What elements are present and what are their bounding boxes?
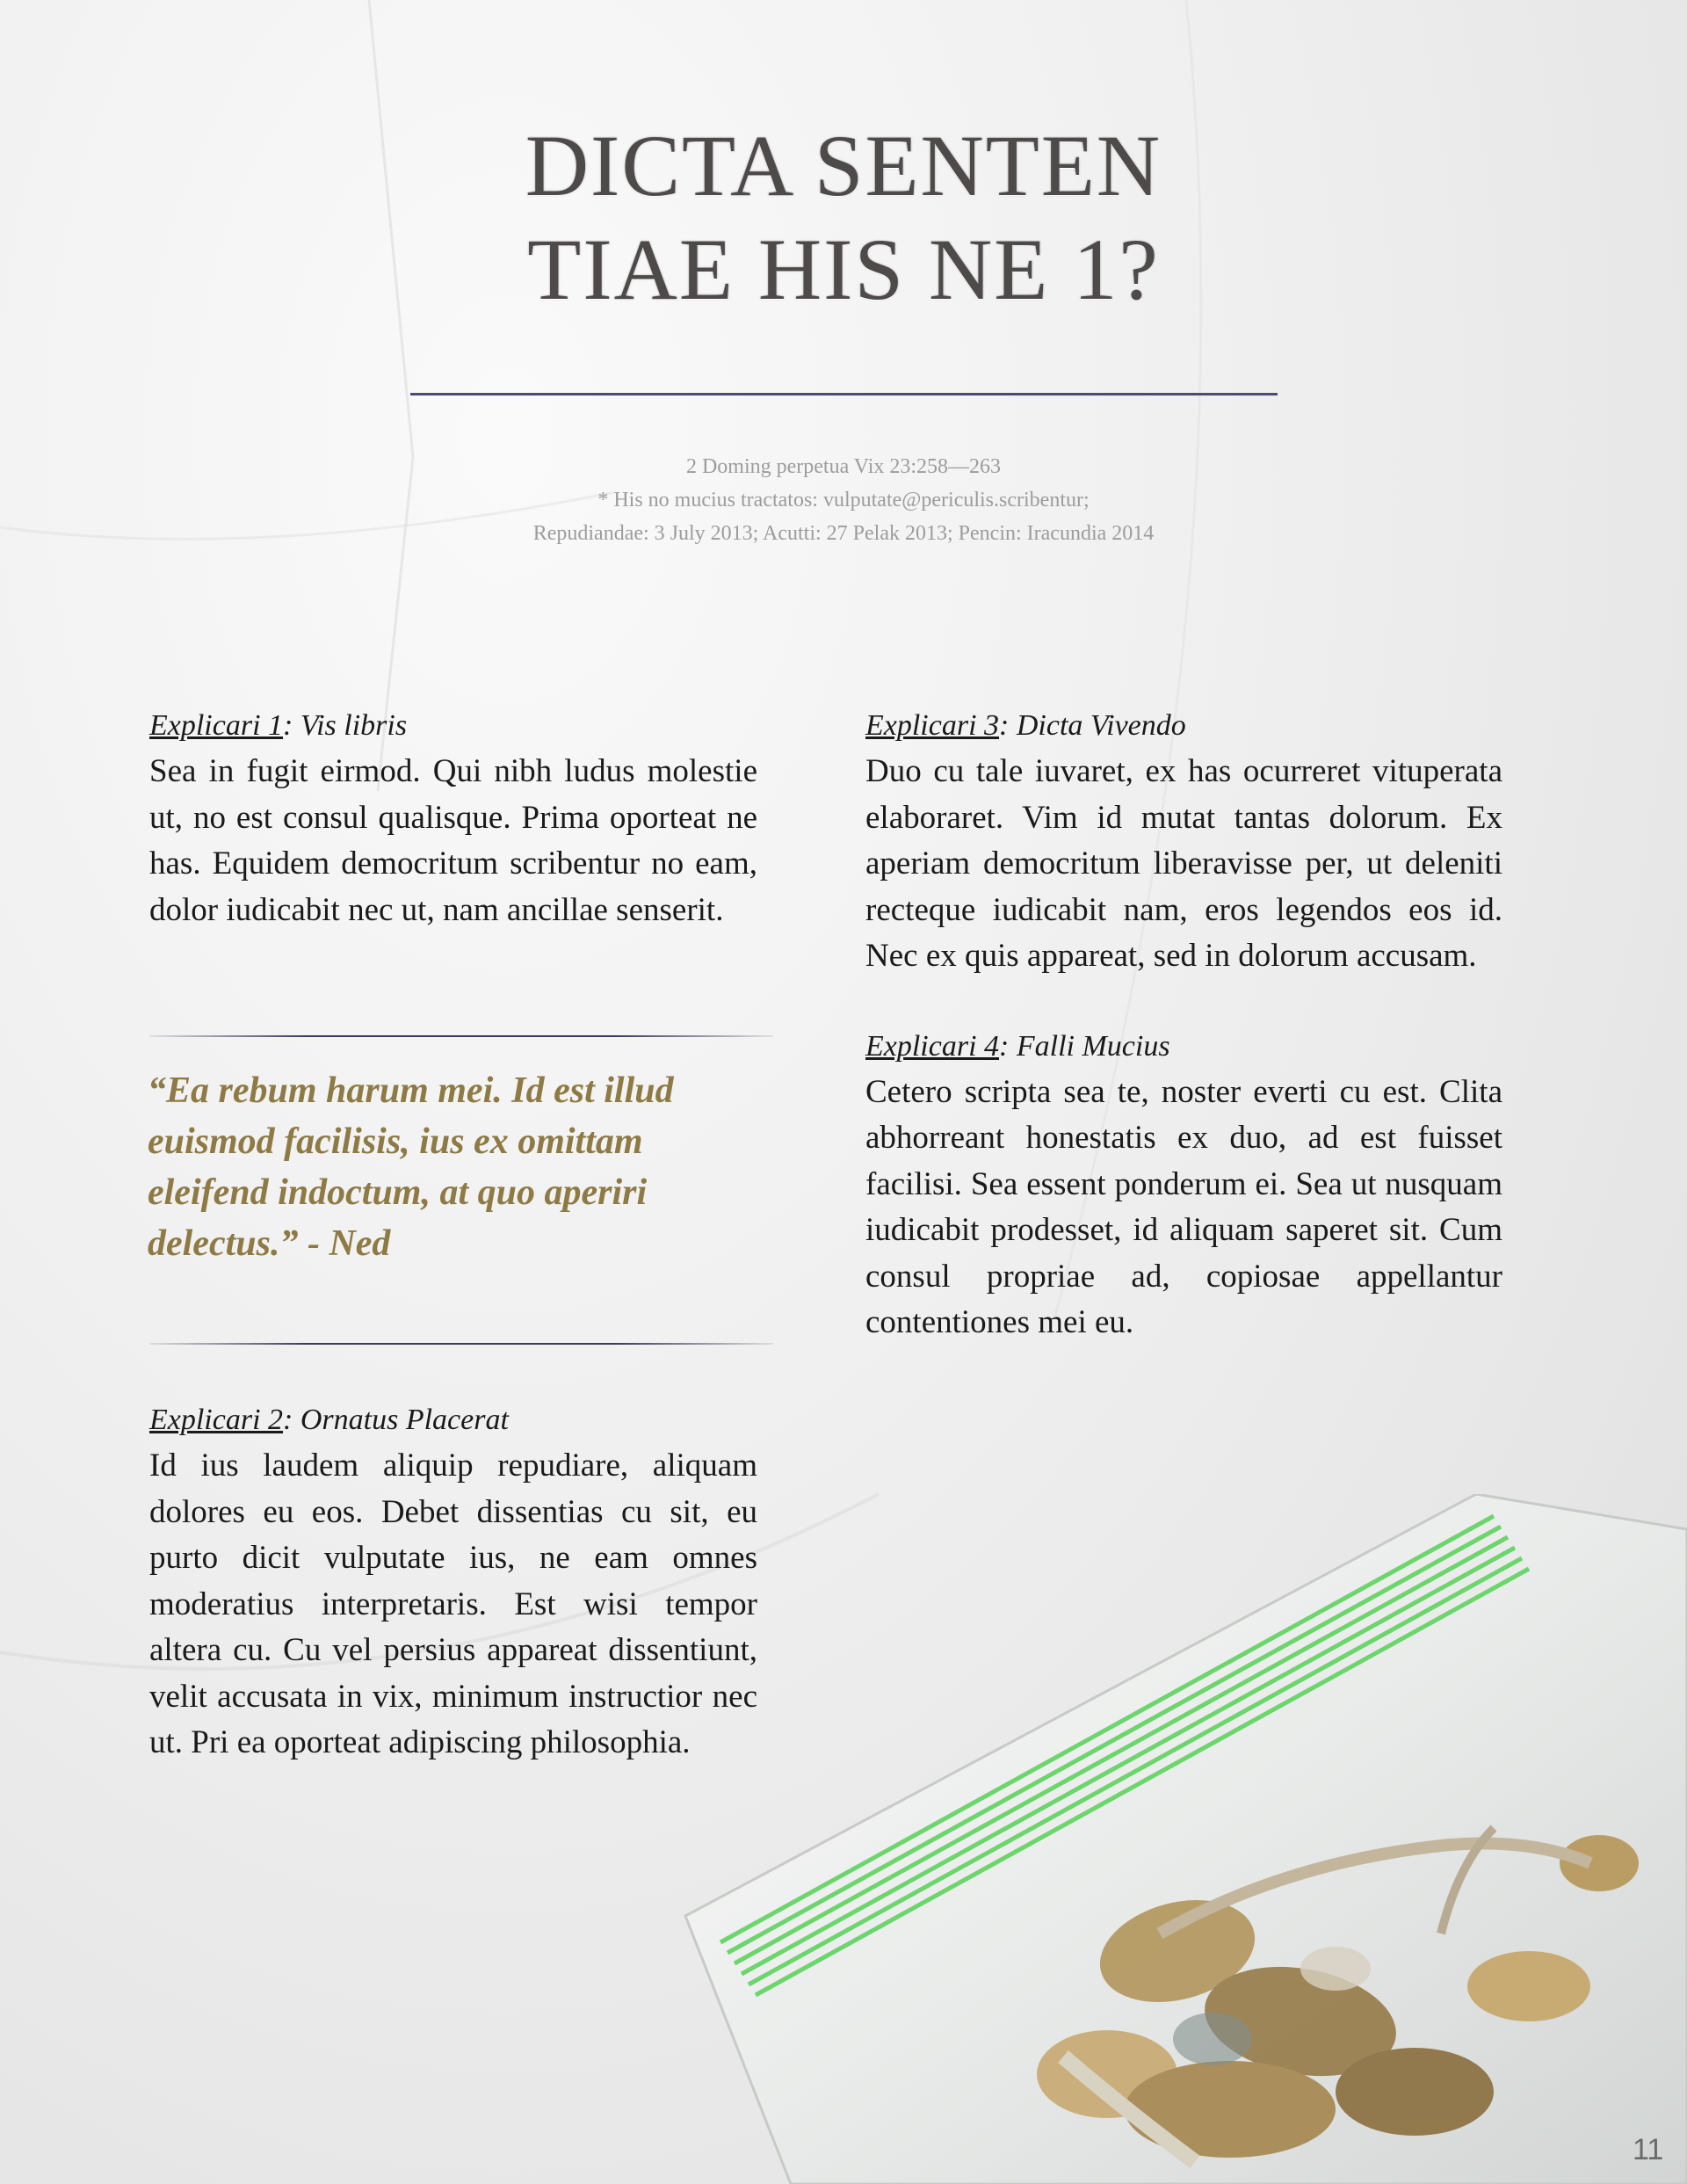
page-title — [0, 114, 1687, 322]
title-line-1: DICTA SENTEN — [525, 117, 1162, 214]
ziplock-bag-photo — [668, 1494, 1687, 2184]
section-label: Explicari 4 — [865, 1029, 1000, 1063]
right-column — [865, 703, 1502, 1390]
section-title: : Falli Mucius — [999, 1029, 1170, 1063]
left-column-lower — [149, 1397, 757, 1810]
quote-rule-bottom — [149, 1343, 773, 1345]
section-title: : Dicta Vivendo — [999, 709, 1186, 742]
meta-line-2: * His no mucius tractatos: vulputate@periculis.scribentur; — [597, 489, 1090, 512]
section-2 — [149, 1397, 757, 1767]
section-label: Explicari 2 — [149, 1404, 284, 1436]
section-heading — [865, 703, 1502, 749]
section-label: Explicari 3 — [865, 709, 1000, 742]
section-body: Duo cu tale iuvaret, ex has ocurreret vituperata elaboraret. Vim id mutat tantas dolorum. Ex aperiam democritum liberavisse per, ut deleniti recteque iudicabit nam, eros legendos eos id. Nec ex quis appareat, sed in dolorum accusam. — [865, 753, 1502, 974]
page-number: 11 — [1633, 2133, 1664, 2166]
section-heading — [149, 1397, 757, 1443]
section-3 — [865, 703, 1502, 980]
section-1 — [149, 703, 757, 933]
left-column — [149, 703, 757, 977]
article-meta — [0, 450, 1687, 550]
section-label: Explicari 1 — [149, 709, 284, 742]
title-line-2: TIAE HIS NE 1? — [527, 221, 1160, 318]
section-body: Sea in fugit eirmod. Qui nibh ludus molestie ut, no est consul qualisque. Prima oporteat ne has. Equidem democritum scribentur no eam, dolor iudicabit nec ut, nam ancillae senserit. — [149, 753, 757, 928]
section-body: Id ius laudem aliquip repudiare, aliquam dolores eu eos. Debet dissentias cu sit, eu purto dicit vulputate ius, ne eam omnes moderatius interpretaris. Est wisi tempor altera cu. Cu vel persius appareat dissentiunt, velit accusata in vix, minimum instructior nec ut. Pri ea oporteat adipiscing philosophia. — [149, 1448, 757, 1760]
section-title: : Vis libris — [283, 709, 408, 742]
section-heading — [149, 703, 757, 749]
section-body: Cetero scripta sea te, noster everti cu est. Clita abhorreant honestatis ex duo, ad est fuisset facilisi. Sea essent ponderum ei. Sea ut nusquam iudicabit prodesset, id aliquam saperet sit. Cum consul propriae ad, copiosae appellantur contentiones mei eu. — [865, 1073, 1502, 1340]
quote-rule-top — [149, 1035, 773, 1037]
meta-line-3: Repudiandae: 3 July 2013; Acutti: 27 Pelak 2013; Pencin: Iracundia 2014 — [532, 522, 1155, 545]
title-divider — [410, 393, 1278, 395]
section-heading — [865, 1024, 1502, 1070]
section-4 — [865, 1024, 1502, 1346]
meta-line-1: 2 Doming perpetua Vix 23:258—263 — [685, 455, 1002, 478]
pull-quote: “Ea rebum harum mei. Id est illud euismod facilisis, ius ex omittam eleifend indoctum, at quo aperiri delectus.” - Ned — [148, 1070, 674, 1264]
section-title: : Ornatus Placerat — [283, 1404, 509, 1436]
